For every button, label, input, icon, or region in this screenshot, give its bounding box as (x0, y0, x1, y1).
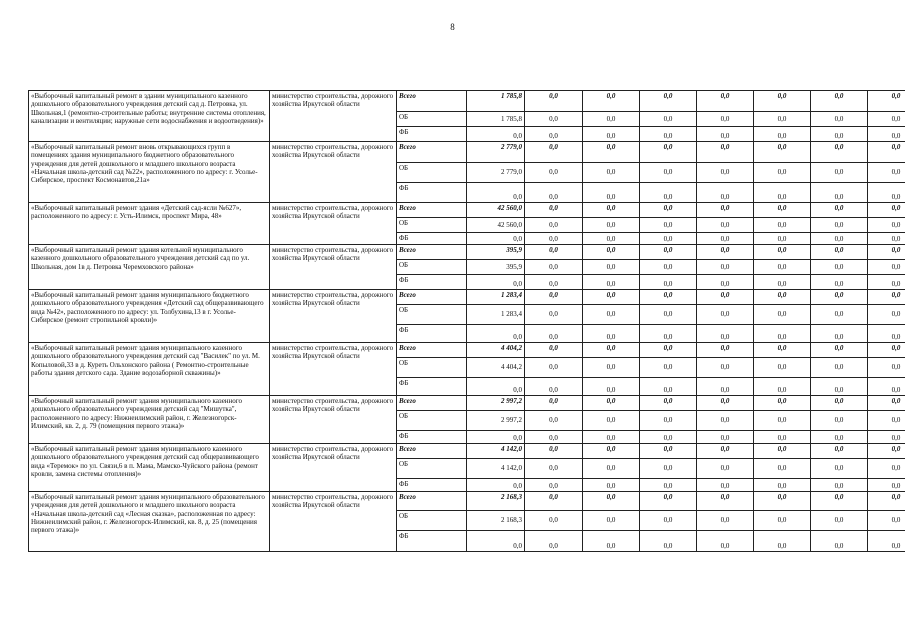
amount-cell: 0,0 (525, 112, 583, 127)
amount-cell: 0,0 (525, 378, 583, 396)
amount-cell: 0,0 (868, 378, 905, 396)
table-row-total (29, 290, 905, 305)
amount-cell: 0,0 (868, 275, 905, 290)
amount-cell: 0,0 (868, 431, 905, 444)
amount-cell: 0,0 (754, 378, 811, 396)
amount-cell: 1 283,4 (467, 305, 525, 325)
amount-cell: 0,0 (583, 325, 640, 343)
amount-cell: 0,0 (697, 343, 754, 358)
funding-table (28, 90, 905, 552)
amount-cell: 0,0 (697, 245, 754, 260)
amount-cell: 0,0 (525, 459, 583, 479)
amount-cell: 0,0 (640, 531, 697, 552)
amount-cell: 0,0 (697, 91, 754, 112)
amount-cell: 0,0 (583, 479, 640, 492)
funding-source-total: Всего (397, 245, 467, 260)
responsible-executor: министерство строительства, дорожного хозяйства Иркутской области (270, 203, 397, 245)
amount-cell: 0,0 (467, 127, 525, 142)
amount-cell: 0,0 (868, 127, 905, 142)
amount-cell: 0,0 (697, 459, 754, 479)
funding-source-fb: ФБ (397, 275, 467, 290)
amount-cell: 0,0 (583, 275, 640, 290)
amount-cell: 0,0 (640, 444, 697, 459)
responsible-executor: министерство строительства, дорожного хозяйства Иркутской области (270, 142, 397, 203)
amount-cell: 0,0 (811, 290, 868, 305)
responsible-executor: министерство строительства, дорожного хозяйства Иркутской области (270, 245, 397, 290)
responsible-executor: министерство строительства, дорожного хозяйства Иркутской области (270, 91, 397, 142)
amount-cell: 0,0 (525, 275, 583, 290)
funding-source-fb: ФБ (397, 127, 467, 142)
amount-cell: 0,0 (811, 358, 868, 378)
project-description: «Выборочный капитальный ремонт здания муниципального казенного дошкольного образовательного учреждения детский сад общеразвивающего вида «Теремок» по ул. Связи,6 в п. Мама, Мамско-Чуйского района (ремонт кровли, замена системы отопления)» (29, 444, 270, 492)
amount-cell: 0,0 (525, 260, 583, 275)
amount-cell: 0,0 (525, 305, 583, 325)
amount-cell: 0,0 (525, 127, 583, 142)
amount-cell: 4 142,0 (467, 444, 525, 459)
amount-cell: 0,0 (640, 411, 697, 431)
amount-cell: 0,0 (467, 275, 525, 290)
amount-cell: 0,0 (811, 142, 868, 163)
amount-cell: 0,0 (525, 218, 583, 233)
amount-cell: 0,0 (868, 444, 905, 459)
amount-cell: 0,0 (525, 411, 583, 431)
amount-cell: 0,0 (811, 396, 868, 411)
amount-cell: 0,0 (868, 343, 905, 358)
amount-cell: 0,0 (697, 396, 754, 411)
amount-cell: 42 560,0 (467, 218, 525, 233)
amount-cell: 0,0 (868, 396, 905, 411)
project-description: «Выборочный капитальный ремонт вновь открывающихся групп в помещениях здания муниципального бюджетного образовательного учреждения для детей дошкольного и младшего школьного возраста «Начальная школа-детский сад №22», расположенного по адресу: г. Усолье-Сибирское, проспект Космонавтов,21а» (29, 142, 270, 203)
amount-cell: 0,0 (811, 203, 868, 218)
amount-cell: 0,0 (811, 531, 868, 552)
amount-cell: 1 283,4 (467, 290, 525, 305)
table-row-total (29, 142, 905, 163)
project-description: «Выборочный капитальный ремонт здания муниципального бюджетного дошкольного образовательного учреждения «Детский сад общеразвивающего вида №42», расположенного по адресу: ул. Толбухина,13 в г. Усолье-Сибирское (ремонт стропильной кровли)» (29, 290, 270, 343)
project-description: «Выборочный капитальный ремонт здания «Детский сад-ясли №627», расположенного по адресу: г. Усть-Илимск, проспект Мира, 48» (29, 203, 270, 245)
amount-cell: 0,0 (811, 492, 868, 511)
responsible-executor: министерство строительства, дорожного хозяйства Иркутской области (270, 396, 397, 444)
amount-cell: 0,0 (868, 305, 905, 325)
amount-cell: 0,0 (754, 325, 811, 343)
amount-cell: 0,0 (525, 325, 583, 343)
amount-cell: 0,0 (583, 444, 640, 459)
amount-cell: 0,0 (640, 163, 697, 183)
amount-cell: 0,0 (640, 492, 697, 511)
amount-cell: 0,0 (525, 358, 583, 378)
amount-cell: 0,0 (868, 203, 905, 218)
amount-cell: 0,0 (868, 163, 905, 183)
amount-cell: 0,0 (811, 305, 868, 325)
amount-cell: 0,0 (754, 203, 811, 218)
amount-cell: 0,0 (811, 343, 868, 358)
funding-source-ob: ОБ (397, 459, 467, 479)
amount-cell: 0,0 (868, 290, 905, 305)
amount-cell: 0,0 (467, 431, 525, 444)
amount-cell: 0,0 (811, 91, 868, 112)
amount-cell: 0,0 (697, 511, 754, 531)
funding-source-fb: ФБ (397, 479, 467, 492)
amount-cell: 0,0 (697, 233, 754, 245)
amount-cell: 0,0 (754, 112, 811, 127)
table-row-total (29, 245, 905, 260)
amount-cell: 0,0 (754, 479, 811, 492)
amount-cell: 0,0 (640, 218, 697, 233)
amount-cell: 0,0 (868, 492, 905, 511)
amount-cell: 0,0 (754, 245, 811, 260)
funding-source-total: Всего (397, 290, 467, 305)
amount-cell: 0,0 (754, 511, 811, 531)
amount-cell: 0,0 (697, 479, 754, 492)
amount-cell: 0,0 (583, 245, 640, 260)
amount-cell: 395,9 (467, 245, 525, 260)
amount-cell: 0,0 (697, 290, 754, 305)
amount-cell: 0,0 (640, 290, 697, 305)
amount-cell: 1 785,8 (467, 91, 525, 112)
amount-cell: 0,0 (640, 511, 697, 531)
amount-cell: 0,0 (754, 142, 811, 163)
amount-cell: 0,0 (640, 431, 697, 444)
amount-cell: 0,0 (868, 245, 905, 260)
amount-cell: 0,0 (811, 431, 868, 444)
funding-source-total: Всего (397, 444, 467, 459)
amount-cell: 0,0 (640, 305, 697, 325)
funding-source-ob: ОБ (397, 305, 467, 325)
amount-cell: 0,0 (640, 233, 697, 245)
amount-cell: 0,0 (811, 163, 868, 183)
amount-cell: 0,0 (811, 245, 868, 260)
amount-cell: 0,0 (467, 183, 525, 203)
responsible-executor: министерство строительства, дорожного хозяйства Иркутской области (270, 290, 397, 343)
amount-cell: 4 142,0 (467, 459, 525, 479)
amount-cell: 0,0 (525, 142, 583, 163)
funding-source-fb: ФБ (397, 233, 467, 245)
amount-cell: 0,0 (754, 396, 811, 411)
funding-source-total: Всего (397, 396, 467, 411)
amount-cell: 0,0 (697, 358, 754, 378)
amount-cell: 0,0 (525, 396, 583, 411)
amount-cell: 0,0 (525, 431, 583, 444)
funding-source-ob: ОБ (397, 260, 467, 275)
amount-cell: 0,0 (754, 260, 811, 275)
amount-cell: 0,0 (868, 531, 905, 552)
amount-cell: 0,0 (583, 511, 640, 531)
amount-cell: 4 404,2 (467, 343, 525, 358)
amount-cell: 0,0 (811, 459, 868, 479)
funding-source-ob: ОБ (397, 411, 467, 431)
amount-cell: 0,0 (640, 127, 697, 142)
amount-cell: 0,0 (640, 245, 697, 260)
amount-cell: 0,0 (640, 459, 697, 479)
amount-cell: 0,0 (583, 290, 640, 305)
amount-cell: 0,0 (467, 233, 525, 245)
amount-cell: 0,0 (754, 444, 811, 459)
amount-cell: 1 785,8 (467, 112, 525, 127)
amount-cell: 0,0 (583, 396, 640, 411)
amount-cell: 0,0 (640, 479, 697, 492)
amount-cell: 0,0 (811, 218, 868, 233)
amount-cell: 0,0 (525, 91, 583, 112)
amount-cell: 0,0 (754, 343, 811, 358)
amount-cell: 0,0 (868, 218, 905, 233)
amount-cell: 395,9 (467, 260, 525, 275)
amount-cell: 0,0 (811, 112, 868, 127)
funding-source-fb: ФБ (397, 325, 467, 343)
amount-cell: 0,0 (811, 411, 868, 431)
amount-cell: 0,0 (525, 233, 583, 245)
amount-cell: 0,0 (697, 305, 754, 325)
amount-cell: 0,0 (583, 260, 640, 275)
table-row-total (29, 203, 905, 218)
amount-cell: 0,0 (811, 325, 868, 343)
amount-cell: 0,0 (583, 112, 640, 127)
amount-cell: 0,0 (754, 492, 811, 511)
amount-cell: 0,0 (467, 479, 525, 492)
amount-cell: 0,0 (697, 203, 754, 218)
amount-cell: 0,0 (583, 343, 640, 358)
amount-cell: 0,0 (868, 142, 905, 163)
funding-source-total: Всего (397, 343, 467, 358)
amount-cell: 0,0 (583, 492, 640, 511)
amount-cell: 0,0 (583, 378, 640, 396)
amount-cell: 0,0 (697, 325, 754, 343)
amount-cell: 0,0 (640, 343, 697, 358)
table-row-total (29, 444, 905, 459)
amount-cell: 0,0 (525, 511, 583, 531)
amount-cell: 0,0 (640, 358, 697, 378)
amount-cell: 0,0 (697, 127, 754, 142)
amount-cell: 0,0 (868, 479, 905, 492)
amount-cell: 0,0 (697, 431, 754, 444)
amount-cell: 2 779,0 (467, 163, 525, 183)
amount-cell: 0,0 (583, 305, 640, 325)
amount-cell: 0,0 (640, 378, 697, 396)
project-description: «Выборочный капитальный ремонт здания муниципального образовательного учреждения для детей дошкольного и младшего школьного возраста «Начальная школа-детский сад «Лесная сказка», расположенная по адресу: Нижнеилимский район, г. Железногорск-Илимский, кв. 8, д. 25 (помещения первого этажа)» (29, 492, 270, 552)
amount-cell: 0,0 (640, 203, 697, 218)
responsible-executor: министерство строительства, дорожного хозяйства Иркутской области (270, 492, 397, 552)
amount-cell: 2 779,0 (467, 142, 525, 163)
amount-cell: 0,0 (811, 444, 868, 459)
amount-cell: 0,0 (697, 142, 754, 163)
amount-cell: 0,0 (868, 183, 905, 203)
amount-cell: 0,0 (754, 91, 811, 112)
amount-cell: 0,0 (697, 183, 754, 203)
amount-cell: 0,0 (868, 91, 905, 112)
table-row-total (29, 492, 905, 511)
amount-cell: 0,0 (583, 459, 640, 479)
funding-source-fb: ФБ (397, 378, 467, 396)
amount-cell: 0,0 (640, 112, 697, 127)
amount-cell: 0,0 (754, 305, 811, 325)
table-row-total (29, 396, 905, 411)
amount-cell: 0,0 (811, 378, 868, 396)
responsible-executor: министерство строительства, дорожного хозяйства Иркутской области (270, 343, 397, 396)
amount-cell: 0,0 (583, 203, 640, 218)
amount-cell: 2 168,3 (467, 492, 525, 511)
amount-cell: 0,0 (697, 218, 754, 233)
amount-cell: 0,0 (811, 127, 868, 142)
amount-cell: 0,0 (583, 218, 640, 233)
amount-cell: 0,0 (583, 531, 640, 552)
amount-cell: 0,0 (583, 233, 640, 245)
amount-cell: 0,0 (811, 233, 868, 245)
amount-cell: 0,0 (640, 142, 697, 163)
amount-cell: 0,0 (754, 275, 811, 290)
amount-cell: 0,0 (754, 290, 811, 305)
amount-cell: 0,0 (811, 183, 868, 203)
amount-cell: 0,0 (868, 459, 905, 479)
amount-cell: 0,0 (697, 378, 754, 396)
funding-source-ob: ОБ (397, 511, 467, 531)
amount-cell: 0,0 (640, 183, 697, 203)
amount-cell: 0,0 (754, 163, 811, 183)
amount-cell: 0,0 (525, 203, 583, 218)
amount-cell: 0,0 (697, 444, 754, 459)
amount-cell: 0,0 (868, 358, 905, 378)
funding-source-total: Всего (397, 492, 467, 511)
amount-cell: 0,0 (697, 112, 754, 127)
amount-cell: 0,0 (754, 459, 811, 479)
amount-cell: 0,0 (583, 127, 640, 142)
amount-cell: 0,0 (467, 378, 525, 396)
amount-cell: 0,0 (754, 218, 811, 233)
amount-cell: 0,0 (583, 163, 640, 183)
amount-cell: 0,0 (467, 325, 525, 343)
funding-source-fb: ФБ (397, 431, 467, 444)
amount-cell: 0,0 (525, 163, 583, 183)
table-row-total (29, 91, 905, 112)
amount-cell: 0,0 (640, 325, 697, 343)
funding-source-total: Всего (397, 203, 467, 218)
project-description: «Выборочный капитальный ремонт в здании муниципального казенного дошкольного образовательного учреждения детский сад д. Петровка, ул. Школьная,1 (ремонтно-строительные работы; внутренние системы отопления, канализации и вентиляции; наружные сети водоснабжения и водоотведения)» (29, 91, 270, 142)
amount-cell: 0,0 (697, 275, 754, 290)
page-number: 8 (450, 22, 455, 32)
amount-cell: 0,0 (754, 358, 811, 378)
amount-cell: 2 997,2 (467, 411, 525, 431)
amount-cell: 0,0 (640, 275, 697, 290)
responsible-executor: министерство строительства, дорожного хозяйства Иркутской области (270, 444, 397, 492)
amount-cell: 0,0 (868, 511, 905, 531)
funding-source-total: Всего (397, 142, 467, 163)
amount-cell: 0,0 (811, 511, 868, 531)
amount-cell: 0,0 (583, 142, 640, 163)
amount-cell: 0,0 (697, 492, 754, 511)
amount-cell: 0,0 (868, 233, 905, 245)
amount-cell: 0,0 (754, 431, 811, 444)
amount-cell: 0,0 (525, 245, 583, 260)
amount-cell: 0,0 (583, 411, 640, 431)
funding-source-ob: ОБ (397, 358, 467, 378)
amount-cell: 0,0 (525, 479, 583, 492)
table-row-total (29, 343, 905, 358)
amount-cell: 0,0 (811, 479, 868, 492)
amount-cell: 0,0 (525, 290, 583, 305)
amount-cell: 0,0 (868, 260, 905, 275)
amount-cell: 0,0 (583, 358, 640, 378)
amount-cell: 0,0 (754, 411, 811, 431)
amount-cell: 0,0 (754, 183, 811, 203)
funding-source-ob: ОБ (397, 218, 467, 233)
amount-cell: 0,0 (868, 325, 905, 343)
amount-cell: 2 168,3 (467, 511, 525, 531)
amount-cell: 0,0 (754, 233, 811, 245)
funding-source-fb: ФБ (397, 531, 467, 552)
amount-cell: 0,0 (467, 531, 525, 552)
amount-cell: 0,0 (868, 112, 905, 127)
amount-cell: 0,0 (811, 260, 868, 275)
amount-cell: 0,0 (754, 531, 811, 552)
amount-cell: 0,0 (583, 183, 640, 203)
funding-source-fb: ФБ (397, 183, 467, 203)
amount-cell: 0,0 (583, 91, 640, 112)
amount-cell: 0,0 (697, 163, 754, 183)
amount-cell: 0,0 (754, 127, 811, 142)
amount-cell: 0,0 (583, 431, 640, 444)
amount-cell: 0,0 (525, 531, 583, 552)
funding-source-ob: ОБ (397, 163, 467, 183)
amount-cell: 0,0 (640, 91, 697, 112)
amount-cell: 0,0 (868, 411, 905, 431)
amount-cell: 2 997,2 (467, 396, 525, 411)
funding-source-ob: ОБ (397, 112, 467, 127)
project-description: «Выборочный капитальный ремонт здания муниципального казенного дошкольного образовательного учреждения детский сад "Мишутка", расположенного по адресу: Нижнеилимский район, г. Железногорск-Илимский, кв. 2, д. 79 (помещения первого этажа)» (29, 396, 270, 444)
amount-cell: 0,0 (525, 444, 583, 459)
project-description: «Выборочный капитальный ремонт здания муниципального казенного дошкольного образовательного учреждения детский сад "Василек" по ул. М. Копыловой,33 в д. Куреть Ольхонского района ( Ремонтно-строительные работы здания детского сада. Здание водозаборной скважины)» (29, 343, 270, 396)
funding-source-total: Всего (397, 91, 467, 112)
amount-cell: 0,0 (697, 411, 754, 431)
amount-cell: 0,0 (525, 343, 583, 358)
amount-cell: 0,0 (525, 183, 583, 203)
project-description: «Выборочный капитальный ремонт здания котельной муниципального казенного дошкольного образовательного учреждения детский сад по ул. Школьная, дом 1в д. Петровка Черемховского района» (29, 245, 270, 290)
amount-cell: 0,0 (640, 260, 697, 275)
amount-cell: 0,0 (697, 260, 754, 275)
amount-cell: 0,0 (640, 396, 697, 411)
amount-cell: 0,0 (697, 531, 754, 552)
amount-cell: 0,0 (525, 492, 583, 511)
amount-cell: 0,0 (811, 275, 868, 290)
amount-cell: 42 560,0 (467, 203, 525, 218)
amount-cell: 4 404,2 (467, 358, 525, 378)
